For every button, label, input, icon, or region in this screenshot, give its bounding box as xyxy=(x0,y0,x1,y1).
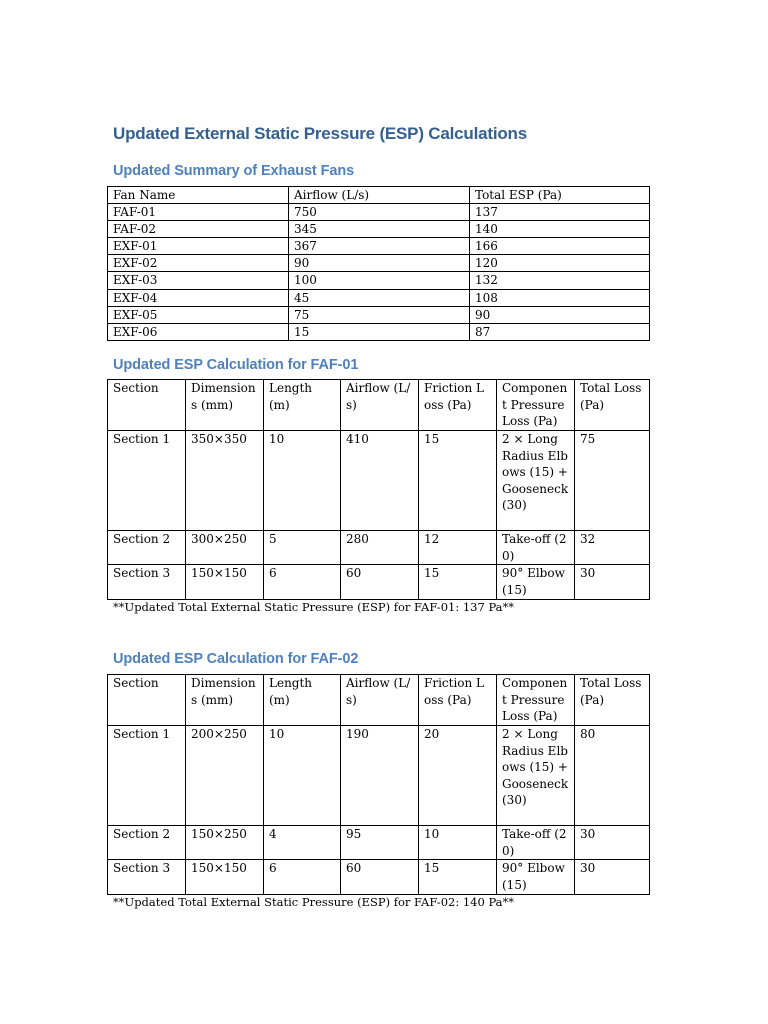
table-row xyxy=(108,221,650,238)
table-cell: 350×350 xyxy=(186,431,264,531)
table-cell: EXF-05 xyxy=(108,306,289,323)
table-row xyxy=(108,860,650,895)
table-row xyxy=(108,826,650,860)
column-header: Total ESP (Pa) xyxy=(470,187,650,204)
table-row xyxy=(108,531,650,565)
table-row xyxy=(108,726,650,826)
table-cell: 15 xyxy=(289,323,470,340)
table-cell: EXF-04 xyxy=(108,289,289,306)
table-cell: 60 xyxy=(341,860,419,895)
column-header: Friction Loss (Pa) xyxy=(419,675,497,726)
table-cell: 150×250 xyxy=(186,826,264,860)
faf02-total-note: **Updated Total External Static Pressure (ESP) for FAF-02: 140 Pa** xyxy=(113,895,515,909)
table-cell: Section 2 xyxy=(108,531,186,565)
table-cell: 10 xyxy=(264,431,341,531)
column-header: Section xyxy=(108,380,186,431)
document-title: Updated External Static Pressure (ESP) Calculations xyxy=(113,124,527,143)
table-cell: 60 xyxy=(341,565,419,600)
table-cell: 20 xyxy=(419,726,497,826)
table-cell: 166 xyxy=(470,238,650,255)
column-header: Fan Name xyxy=(108,187,289,204)
faf02-table xyxy=(107,674,650,895)
summary-header-row xyxy=(108,187,650,204)
table-cell: 15 xyxy=(419,565,497,600)
table-cell: 150×150 xyxy=(186,565,264,600)
faf02-header-row xyxy=(108,675,650,726)
column-header: Airflow (L/s) xyxy=(289,187,470,204)
table-cell: 12 xyxy=(419,531,497,565)
table-cell: 137 xyxy=(470,204,650,221)
table-cell: 300×250 xyxy=(186,531,264,565)
table-cell: 140 xyxy=(470,221,650,238)
table-cell: 750 xyxy=(289,204,470,221)
table-cell: EXF-06 xyxy=(108,323,289,340)
faf01-header-row xyxy=(108,380,650,431)
table-cell: 410 xyxy=(341,431,419,531)
table-cell: 75 xyxy=(289,306,470,323)
column-header: Length (m) xyxy=(264,380,341,431)
table-cell: 6 xyxy=(264,860,341,895)
faf01-total-note: **Updated Total External Static Pressure (ESP) for FAF-01: 137 Pa** xyxy=(113,600,515,614)
table-cell: Section 1 xyxy=(108,431,186,531)
table-cell: 10 xyxy=(264,726,341,826)
table-row xyxy=(108,272,650,289)
table-cell: 95 xyxy=(341,826,419,860)
table-cell: 2 × Long Radius Elbows (15) + Gooseneck (30) xyxy=(497,431,575,531)
table-cell: 45 xyxy=(289,289,470,306)
column-header: Airflow (L/s) xyxy=(341,380,419,431)
column-header: Component Pressure Loss (Pa) xyxy=(497,380,575,431)
column-header: Total Loss (Pa) xyxy=(575,380,650,431)
table-cell: Section 3 xyxy=(108,860,186,895)
table-cell: 108 xyxy=(470,289,650,306)
table-cell: 345 xyxy=(289,221,470,238)
faf02-heading: Updated ESP Calculation for FAF-02 xyxy=(113,651,359,667)
table-row xyxy=(108,255,650,272)
table-row xyxy=(108,565,650,600)
table-cell: Section 3 xyxy=(108,565,186,600)
table-cell: 6 xyxy=(264,565,341,600)
column-header: Length (m) xyxy=(264,675,341,726)
table-row xyxy=(108,431,650,531)
table-row xyxy=(108,289,650,306)
table-row xyxy=(108,323,650,340)
table-cell: 90° Elbow (15) xyxy=(497,860,575,895)
faf01-table xyxy=(107,379,650,600)
table-cell: 367 xyxy=(289,238,470,255)
table-cell: Take-off (20) xyxy=(497,531,575,565)
table-cell: FAF-02 xyxy=(108,221,289,238)
table-cell: 132 xyxy=(470,272,650,289)
table-cell: 280 xyxy=(341,531,419,565)
column-header: Total Loss (Pa) xyxy=(575,675,650,726)
table-cell: FAF-01 xyxy=(108,204,289,221)
table-row xyxy=(108,238,650,255)
column-header: Friction Loss (Pa) xyxy=(419,380,497,431)
table-cell: 15 xyxy=(419,860,497,895)
table-cell: 190 xyxy=(341,726,419,826)
table-cell: 80 xyxy=(575,726,650,826)
table-row xyxy=(108,204,650,221)
table-cell: 32 xyxy=(575,531,650,565)
table-row xyxy=(108,306,650,323)
column-header: Airflow (L/s) xyxy=(341,675,419,726)
table-cell: 90° Elbow (15) xyxy=(497,565,575,600)
table-cell: Section 2 xyxy=(108,826,186,860)
table-cell: 150×150 xyxy=(186,860,264,895)
table-cell: EXF-03 xyxy=(108,272,289,289)
table-cell: 90 xyxy=(470,306,650,323)
table-cell: 5 xyxy=(264,531,341,565)
table-cell: EXF-01 xyxy=(108,238,289,255)
column-header: Dimensions (mm) xyxy=(186,380,264,431)
table-cell: 30 xyxy=(575,826,650,860)
table-cell: 100 xyxy=(289,272,470,289)
column-header: Section xyxy=(108,675,186,726)
column-header: Dimensions (mm) xyxy=(186,675,264,726)
table-cell: 200×250 xyxy=(186,726,264,826)
table-cell: 30 xyxy=(575,860,650,895)
table-cell: 30 xyxy=(575,565,650,600)
summary-heading: Updated Summary of Exhaust Fans xyxy=(113,163,355,179)
table-cell: EXF-02 xyxy=(108,255,289,272)
table-cell: 15 xyxy=(419,431,497,531)
table-cell: 90 xyxy=(289,255,470,272)
table-cell: 87 xyxy=(470,323,650,340)
table-cell: 2 × Long Radius Elbows (15) + Gooseneck (30) xyxy=(497,726,575,826)
table-cell: Section 1 xyxy=(108,726,186,826)
table-cell: 75 xyxy=(575,431,650,531)
table-cell: 4 xyxy=(264,826,341,860)
table-cell: Take-off (20) xyxy=(497,826,575,860)
column-header: Component Pressure Loss (Pa) xyxy=(497,675,575,726)
summary-table xyxy=(107,186,650,341)
table-cell: 120 xyxy=(470,255,650,272)
table-cell: 10 xyxy=(419,826,497,860)
faf01-heading: Updated ESP Calculation for FAF-01 xyxy=(113,357,359,373)
